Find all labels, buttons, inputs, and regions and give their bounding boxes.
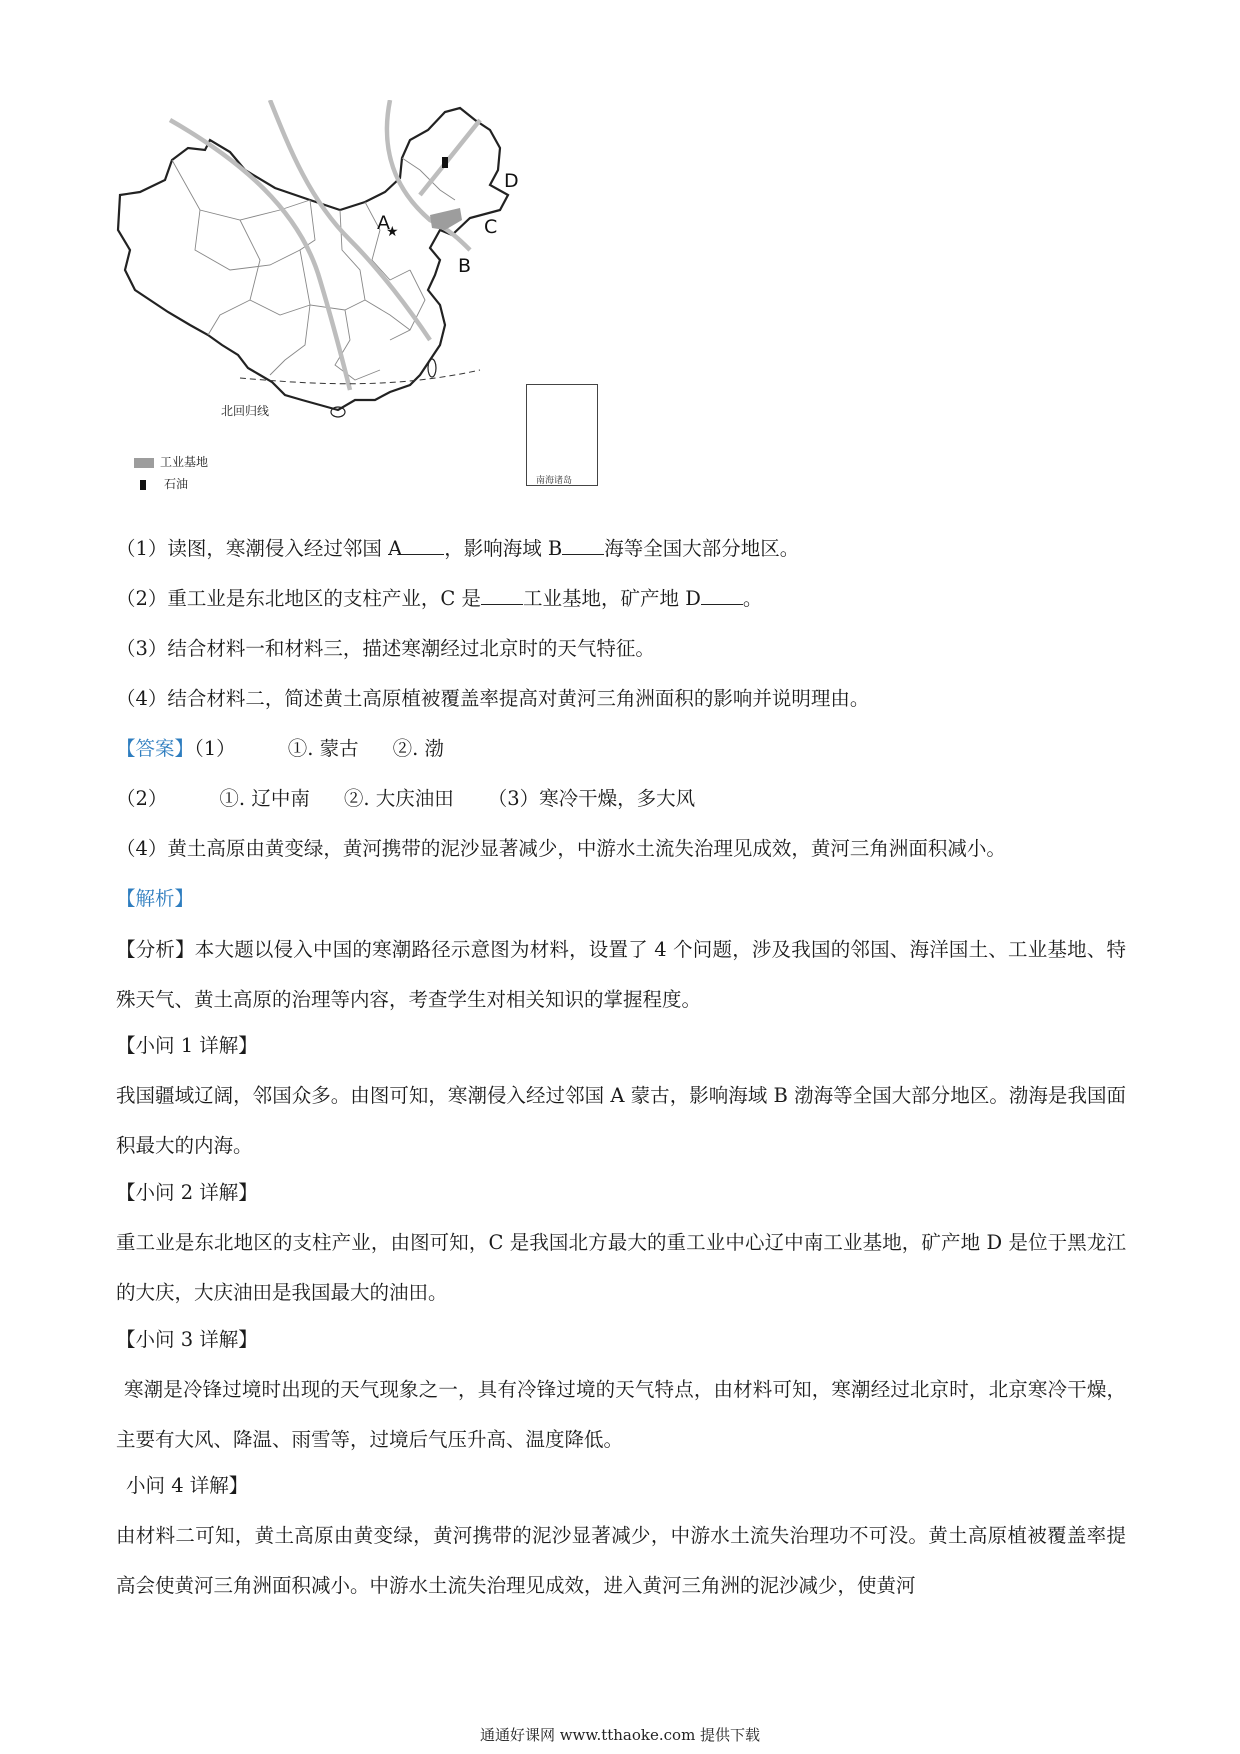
- sub-heading-4: 小问 4 详解】: [126, 1474, 249, 1497]
- blank: [481, 586, 523, 605]
- oil-swatch: [140, 480, 146, 490]
- sub-detail-1: 我国疆域辽阔，邻国众多。由图可知，寒潮侵入经过邻国 A 蒙古，影响海域 B 渤海等全国大部分地区。渤海是我国面积最大的内海。: [116, 1084, 1126, 1157]
- answer-tag: 【答案】: [116, 737, 195, 760]
- label-a: A: [377, 212, 390, 234]
- question-1: （1）读图，寒潮侵入经过邻国 A ，影响海域 B 海等全国大部分地区。: [116, 537, 800, 560]
- answer-line-3: （4）黄土高原由黄变绿，黄河携带的泥沙显著减少，中游水土流失治理见成效，黄河三角洲面积减小。: [116, 837, 1006, 860]
- sub-detail-2: 重工业是东北地区的支柱产业，由图可知，C 是我国北方最大的重工业中心辽中南工业基地，矿产地 D 是位于黑龙江的大庆，大庆油田是我国最大的油田。: [116, 1231, 1126, 1304]
- south-china-sea-inset: [526, 384, 598, 486]
- question-3: （3）结合材料一和材料三，描述寒潮经过北京时的天气特征。: [116, 637, 655, 660]
- analysis-tag: 【解析】: [116, 887, 195, 910]
- blank: [562, 536, 604, 555]
- sub-heading-3: 【小问 3 详解】: [116, 1328, 258, 1351]
- sub-detail-3: 寒潮是冷锋过境时出现的天气现象之一，具有冷锋过境的天气特点，由材料可知，寒潮经过北京时，北京寒冷干燥，主要有大风、降温、雨雪等，过境后气压升高、温度降低。: [116, 1378, 1126, 1451]
- sub-detail-4: 由材料二可知，黄土高原由黄变绿，黄河携带的泥沙显著减少，中游水土流失治理功不可没。黄土高原植被覆盖率提高会使黄河三角洲面积减小。中游水土流失治理见成效，进入黄河三角洲的泥沙减少，使黄河: [116, 1524, 1126, 1597]
- question-4: （4）结合材料二，简述黄土高原植被覆盖率提高对黄河三角洲面积的影响并说明理由。: [116, 687, 870, 710]
- page-footer: 通通好课网 www.tthaoke.com 提供下载: [479, 1726, 761, 1744]
- oil-marker-d: [442, 157, 448, 168]
- sub-heading-2: 【小问 2 详解】: [116, 1181, 258, 1204]
- blank: [701, 586, 743, 605]
- question-2: （2）重工业是东北地区的支柱产业，C 是 工业基地，矿产地 D 。: [116, 587, 763, 610]
- answer-line-1: 【答案】（1） ①. 蒙古 ②. 渤: [116, 737, 444, 760]
- blank: [402, 536, 444, 555]
- label-d: D: [504, 170, 519, 192]
- industrial-swatch: [134, 458, 154, 468]
- label-c: C: [484, 216, 498, 238]
- sub-heading-1: 【小问 1 详解】: [116, 1034, 258, 1057]
- tropic-label: 北回归线: [221, 404, 270, 418]
- legend-industrial: 工业基地: [134, 453, 208, 470]
- beijing-star: ★: [386, 224, 399, 240]
- answer-line-2: （2） ①. 辽中南 ②. 大庆油田 （3）寒冷干燥，多大风: [116, 787, 696, 810]
- label-b: B: [458, 255, 472, 277]
- analysis-fenxi: 【分析】本大题以侵入中国的寒潮路径示意图为材料，设置了 4 个问题，涉及我国的邻国、海洋国土、工业基地、特殊天气、黄土高原的治理等内容，考查学生对相关知识的掌握程度。: [116, 938, 1126, 1011]
- tropic-line: [240, 370, 480, 384]
- legend-oil: 石油: [134, 475, 188, 492]
- industrial-base-c: [430, 208, 462, 230]
- inset-label: 南海诸岛: [536, 476, 573, 486]
